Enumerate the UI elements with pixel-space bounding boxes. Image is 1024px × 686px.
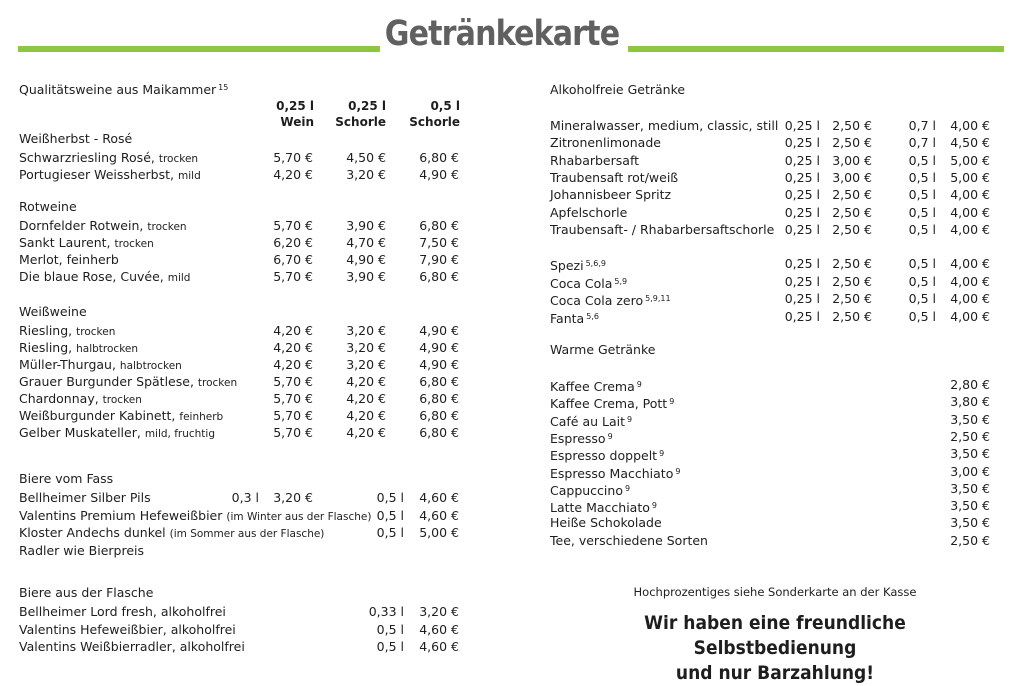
volume-small: 0,25 l [784, 135, 820, 151]
item-name-text: Portugieser Weissherbst, [19, 167, 175, 182]
volume-large: 0,5 l [908, 187, 936, 203]
menu-item [19, 251, 469, 268]
item-name-text: Espresso doppelt [550, 448, 658, 464]
volume-small: 0,3 l [231, 490, 259, 505]
item-note: trocken [102, 394, 142, 406]
price-schorle-05: 6,80 € [419, 391, 459, 406]
price-small: 2,50 € [832, 256, 872, 271]
section-title: Alkoholfreie Getränke [550, 82, 686, 97]
item-note: (im Winter aus der Flasche) [226, 510, 372, 523]
warm-item [550, 514, 1000, 531]
item-note: mild [167, 272, 191, 284]
price-schorle-025: 4,90 € [346, 252, 386, 267]
price-small: 2,50 € [832, 308, 872, 324]
price-small: 2,50 € [832, 221, 872, 237]
price-wein: 4,20 € [273, 357, 313, 372]
price-schorle-025: 3,20 € [346, 357, 386, 372]
drink-item [550, 290, 1000, 307]
price-schorle-05: 7,50 € [419, 235, 459, 250]
item-name-text: Traubensaft rot/weiß [550, 169, 679, 185]
price-small: 2,50 € [832, 187, 872, 203]
price: 3,50 € [950, 498, 990, 514]
item-name-text: Café au Lait [550, 413, 626, 429]
price-schorle-025: 4,20 € [346, 374, 386, 389]
warm-item [550, 463, 1000, 480]
warm-item [550, 497, 1000, 514]
item-name [550, 308, 599, 327]
warm-item [550, 445, 1000, 462]
warm-item [550, 428, 1000, 445]
item-name-text: Kaffee Crema, Pott [550, 396, 668, 412]
warm-item [550, 393, 1000, 410]
volume-small: 0,25 l [784, 291, 820, 306]
item-name [550, 186, 671, 203]
item-name-text: Zitronenlimonade [550, 135, 661, 151]
item-name [550, 255, 606, 274]
price-large: 4,00 € [950, 256, 990, 271]
price-schorle-05: 6,80 € [419, 425, 459, 440]
item-note: halbtrocken [76, 343, 139, 355]
price-schorle-05: 6,80 € [419, 408, 459, 423]
price-schorle-025: 4,20 € [346, 391, 386, 406]
volume: 0,33 l [368, 604, 404, 619]
item-name [550, 134, 661, 151]
section-title: Rotweine [19, 199, 77, 214]
menu-item [19, 149, 469, 166]
price-schorle-05: 4,90 € [419, 167, 459, 182]
price-schorle-025: 3,20 € [346, 340, 386, 355]
volume-large: 0,5 l [908, 169, 936, 185]
item-note: mild, fruchtig [144, 428, 216, 440]
allergen-note: 9 [607, 431, 613, 441]
item-name [550, 445, 664, 464]
drink-item [550, 255, 1000, 272]
price-large: 4,00 € [950, 118, 990, 133]
volume-small: 0,25 l [784, 187, 820, 203]
volume-small: 0,25 l [784, 273, 820, 289]
drink-item [550, 152, 1000, 169]
price-large: 4,00 € [950, 273, 990, 289]
warm-item [550, 532, 1000, 549]
item-name: Valentins Hefeweißbier, alkoholfrei [19, 621, 236, 637]
warm-item [550, 480, 1000, 497]
price-large: 4,00 € [950, 204, 990, 220]
price-large: 5,00 € [419, 525, 459, 540]
volume: 0,5 l [376, 639, 404, 654]
price: 3,50 € [950, 411, 990, 427]
volume-small: 0,25 l [784, 152, 820, 168]
item-name [550, 152, 639, 169]
allergen-note: 9 [675, 466, 681, 476]
section-title: Biere vom Fass [19, 471, 114, 486]
volume-small: 0,25 l [784, 256, 820, 271]
drink-item [550, 273, 1000, 290]
menu-item [19, 339, 469, 356]
item-name-text: Bellheimer Silber Pils [19, 490, 151, 505]
item-note: feinherb [179, 411, 224, 423]
item-name-text: Heiße Schokolade [550, 515, 662, 531]
price-schorle-025: 4,50 € [346, 150, 386, 165]
price-schorle-025: 3,90 € [346, 269, 386, 284]
allergen-note: 9 [669, 397, 675, 407]
item-note: trocken [147, 221, 187, 233]
drink-item [550, 117, 1000, 134]
price-large: 4,00 € [950, 308, 990, 324]
price: 2,80 € [950, 377, 990, 392]
item-name [550, 411, 632, 430]
item-name-text: Johannisbeer Spritz [550, 187, 672, 203]
price: 3,80 € [950, 394, 990, 410]
allergen-note: 5,6 [586, 311, 599, 321]
allergen-note: 9 [651, 501, 657, 511]
volume-large: 0,5 l [908, 291, 936, 306]
price-large: 5,00 € [950, 169, 990, 185]
price: 3,20 € [419, 604, 459, 619]
section-title: Warme Getränke [550, 342, 656, 357]
beer-item [19, 507, 469, 524]
bottle-item [19, 621, 469, 638]
volume-large: 0,5 l [376, 525, 404, 540]
allergen-note: 9 [636, 380, 642, 389]
item-name [19, 524, 324, 543]
item-name [550, 428, 613, 447]
volume-small: 0,25 l [784, 308, 820, 324]
price-small: 2,50 € [832, 273, 872, 289]
allergen-note: 9 [627, 414, 633, 424]
price: 2,50 € [950, 532, 990, 548]
beer-item [19, 524, 469, 541]
item-note: trocken [114, 238, 154, 250]
section-title: Weißweine [19, 304, 87, 319]
price-small: 2,50 € [832, 291, 872, 306]
menu-item [19, 373, 469, 390]
price-wein: 5,70 € [273, 374, 313, 389]
bottle-item [19, 603, 469, 620]
item-name [19, 489, 151, 506]
volume-large: 0,5 l [376, 507, 404, 523]
item-name-text: Latte Macchiato [550, 500, 650, 516]
item-name [550, 117, 778, 134]
menu-item [19, 390, 469, 407]
volume-large: 0,5 l [908, 256, 936, 271]
price-small: 2,50 € [832, 118, 872, 133]
item-name-text: Grauer Burgunder Spätlese, [19, 374, 194, 389]
item-name [550, 376, 642, 395]
price-wein: 5,70 € [273, 218, 313, 233]
bottle-item [19, 638, 469, 655]
price-small: 3,20 € [273, 490, 313, 505]
item-name-text: Fanta [550, 310, 585, 326]
price-large: 4,00 € [950, 187, 990, 203]
item-name-text: Riesling, [19, 340, 73, 355]
item-name-text: Riesling, [19, 323, 73, 338]
volume-small: 0,25 l [784, 221, 820, 237]
item-name-text: Chardonnay, [19, 391, 99, 406]
price-schorle-025: 3,90 € [346, 218, 386, 233]
price-large: 5,00 € [950, 152, 990, 168]
menu-item [19, 407, 469, 424]
price-schorle-05: 6,80 € [419, 374, 459, 389]
menu-item [19, 322, 469, 339]
item-name-text: Cappuccino [550, 482, 623, 498]
item-name [550, 169, 678, 186]
item-name-text: Die blaue Rose, Cuvée, [19, 269, 164, 284]
price-large: 4,50 € [950, 135, 990, 151]
drink-item [550, 221, 1000, 238]
price-schorle-025: 4,20 € [346, 425, 386, 440]
item-note: trocken [158, 153, 199, 165]
item-name-text: Dornfelder Rotwein, [19, 218, 144, 233]
menu-item [19, 234, 469, 251]
price: 3,50 € [950, 480, 990, 496]
slogan: Wir haben eine freundliche Selbstbedienung und nur Barzahlung! [644, 612, 906, 684]
drink-item [550, 308, 1000, 325]
item-note: (im Sommer aus der Flasche) [169, 528, 325, 540]
item-name [19, 251, 119, 268]
price-schorle-05: 4,90 € [419, 340, 459, 355]
price-schorle-05: 6,80 € [419, 150, 459, 165]
price-schorle-025: 3,20 € [346, 167, 386, 182]
section-title: Weißherbst - Rosé [19, 131, 133, 146]
col-head-schorle-025: 0,25 l Schorle [335, 99, 386, 129]
item-note: trocken [197, 377, 238, 389]
menu-item [19, 356, 469, 373]
menu-item [19, 166, 469, 183]
allergen-note: 9 [624, 483, 631, 493]
item-name-text: Kloster Andechs dunkel [19, 525, 166, 540]
item-name [550, 221, 774, 238]
menu-item [19, 217, 469, 234]
item-name [19, 424, 215, 443]
volume-large: 0,7 l [908, 118, 936, 133]
item-name-text: Espresso [550, 430, 606, 446]
item-name-text: Espresso Macchiato [550, 465, 674, 481]
item-note: mild [178, 170, 201, 182]
item-name [19, 507, 371, 526]
price-wein: 6,70 € [273, 252, 313, 267]
wine-section-header: Qualitätsweine aus Maikammer $^{15}$ [19, 82, 229, 97]
item-name-text: Müller-Thurgau, [19, 357, 116, 372]
price-schorle-05: 4,90 € [419, 357, 459, 372]
price: 4,60 € [419, 621, 459, 637]
item-name-text: Merlot, feinherb [19, 252, 119, 267]
price-schorle-05: 6,80 € [419, 218, 459, 233]
item-note: trocken [76, 326, 116, 338]
item-name-text: Radler wie Bierpreis [19, 542, 144, 558]
section-title: Biere aus der Flasche [19, 585, 154, 600]
price-wein: 5,70 € [273, 425, 313, 440]
price-schorle-05: 4,90 € [419, 323, 459, 338]
price-large: 4,60 € [419, 507, 459, 523]
price-small: 2,50 € [832, 204, 872, 220]
item-name [550, 532, 708, 549]
item-name [550, 497, 657, 516]
price: 3,50 € [950, 515, 990, 531]
price-schorle-05: 7,90 € [419, 252, 459, 267]
drink-item [550, 204, 1000, 221]
drink-item [550, 169, 1000, 186]
warm-item [550, 411, 1000, 428]
volume: 0,5 l [376, 621, 404, 637]
item-name [19, 542, 144, 559]
price: 3,50 € [950, 446, 990, 462]
price-schorle-025: 4,20 € [346, 408, 386, 423]
price-wein: 5,70 € [273, 269, 313, 284]
price-schorle-025: 4,70 € [346, 235, 386, 250]
volume-small: 0,25 l [784, 204, 820, 220]
item-name-text: Apfelschorle [550, 204, 628, 220]
drink-item [550, 134, 1000, 151]
item-name [550, 463, 680, 482]
item-name [550, 204, 627, 221]
item-name-text: Weißburgunder Kabinett, [19, 408, 176, 423]
price-wein: 6,20 € [273, 235, 313, 250]
volume-large: 0,5 l [376, 490, 404, 505]
price-large: 4,60 € [419, 490, 459, 505]
price-large: 4,00 € [950, 221, 990, 237]
volume-large: 0,7 l [908, 135, 936, 151]
item-name-text: Spezi [550, 258, 584, 273]
item-name: Bellheimer Lord fresh, alkoholfrei [19, 604, 226, 619]
note-spirits: Hochprozentiges siehe Sonderkarte an der Kasse [633, 585, 917, 599]
item-name [19, 166, 201, 185]
volume-large: 0,5 l [908, 273, 936, 289]
item-note: halbtrocken [119, 360, 182, 372]
price-wein: 5,70 € [273, 408, 313, 423]
price: 3,00 € [950, 463, 990, 479]
item-name-text: Coca Cola [550, 275, 613, 291]
price-wein: 4,20 € [273, 167, 313, 182]
allergen-note: 5,9,11 [645, 294, 671, 303]
beer-item [19, 542, 469, 559]
price-large: 4,00 € [950, 291, 990, 306]
col-head-wein: 0,25 l Wein [276, 99, 314, 129]
item-name-text: Coca Cola zero [550, 293, 644, 308]
item-name [550, 290, 671, 309]
price: 4,60 € [419, 639, 459, 654]
price-small: 2,50 € [832, 135, 872, 151]
price-wein: 5,70 € [273, 150, 313, 165]
volume-large: 0,5 l [908, 204, 936, 220]
allergen-note: 9 [659, 449, 665, 459]
item-name [550, 480, 630, 499]
price-wein: 5,70 € [273, 391, 313, 406]
item-name [19, 268, 190, 287]
item-name-text: Traubensaft- / Rhabarbersaftschorle [550, 221, 775, 237]
item-name [550, 273, 627, 292]
col-head-schorle-05: 0,5 l Schorle [409, 99, 460, 129]
menu-item [19, 424, 469, 441]
item-name-text: Schwarzriesling Rosé, [19, 150, 155, 165]
volume-large: 0,5 l [908, 152, 936, 168]
beer-item [19, 489, 469, 506]
warm-item [550, 376, 1000, 393]
price-schorle-05: 6,80 € [419, 269, 459, 284]
allergen-note: 5,6,9 [585, 259, 606, 268]
item-name-text: Sankt Laurent, [19, 235, 111, 250]
item-name-text: Valentins Premium Hefeweißbier [19, 507, 223, 523]
item-name-text: Kaffee Crema [550, 379, 635, 394]
volume-small: 0,25 l [784, 169, 820, 185]
item-name [550, 393, 674, 412]
menu-item [19, 268, 469, 285]
item-name-text: Tee, verschiedene Sorten [550, 532, 708, 548]
volume-large: 0,5 l [908, 308, 936, 324]
item-name-text: Gelber Muskateller, [19, 425, 141, 440]
price-small: 3,00 € [832, 169, 872, 185]
page-title: Getränkekarte [384, 14, 620, 54]
item-name: Valentins Weißbierradler, alkoholfrei [19, 639, 245, 654]
volume-small: 0,25 l [784, 118, 820, 133]
item-name-text: Mineralwasser, medium, classic, still [550, 118, 779, 133]
volume-large: 0,5 l [908, 221, 936, 237]
allergen-note: 5,9 [614, 276, 628, 286]
price-wein: 4,20 € [273, 323, 313, 338]
item-name-text: Rhabarbersaft [550, 152, 640, 168]
price-small: 3,00 € [832, 152, 872, 168]
price-wein: 4,20 € [273, 340, 313, 355]
price: 2,50 € [950, 428, 990, 444]
drink-item [550, 186, 1000, 203]
price-schorle-025: 3,20 € [346, 323, 386, 338]
item-name [550, 514, 662, 531]
